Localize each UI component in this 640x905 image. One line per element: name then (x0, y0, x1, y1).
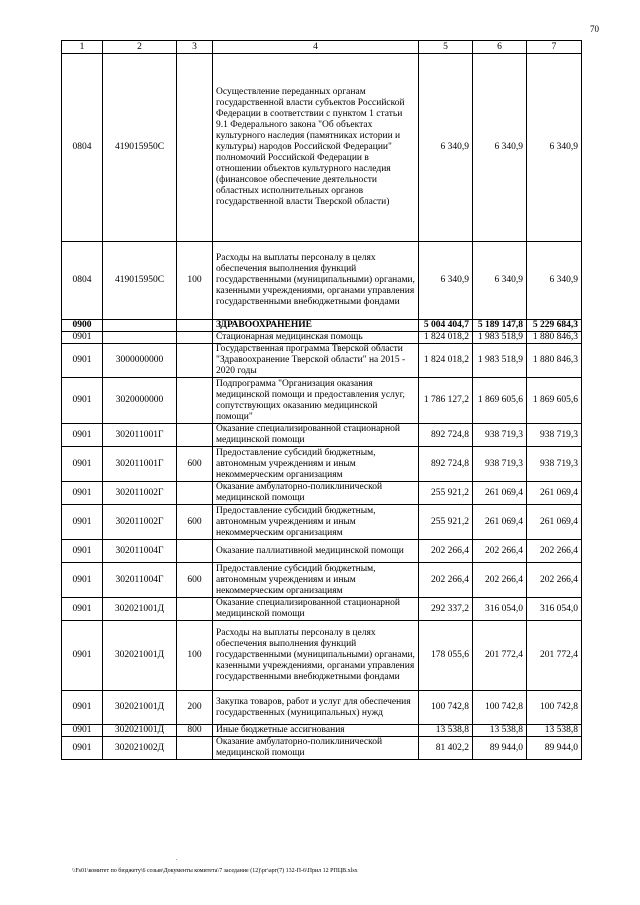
row-code: 0900 (62, 320, 103, 332)
row-amount-2020: 938 719,3 (527, 447, 582, 482)
row-target-article: 302011002Г (103, 482, 177, 505)
row-amount-2020: 1 869 605,6 (527, 378, 582, 424)
row-amount-2020: 316 054,0 (527, 598, 582, 621)
row-code: 0804 (62, 54, 103, 242)
row-code: 0901 (62, 598, 103, 621)
row-amount-2018: 1 786 127,2 (419, 378, 473, 424)
table-row (62, 505, 582, 540)
table-row (62, 725, 582, 737)
row-amount-2019: 13 538,8 (473, 725, 527, 737)
row-amount-2019: 261 069,4 (473, 505, 527, 540)
row-code: 0901 (62, 447, 103, 482)
col-header: 7 (527, 41, 582, 54)
row-code: 0901 (62, 505, 103, 540)
row-code: 0901 (62, 540, 103, 563)
col-header: 1 (62, 41, 103, 54)
table-row (62, 332, 582, 344)
table-row (62, 447, 582, 482)
row-expense-type (177, 332, 213, 344)
row-amount-2018: 6 340,9 (419, 54, 473, 242)
row-code: 0901 (62, 424, 103, 447)
row-target-article: 302011004Г (103, 563, 177, 598)
row-expense-type: 200 (177, 691, 213, 725)
row-amount-2019: 202 266,4 (473, 563, 527, 598)
row-amount-2019: 100 742,8 (473, 691, 527, 725)
row-name: Оказание амбулаторно-поликлинической медицинской помощи (213, 482, 419, 505)
row-code: 0901 (62, 621, 103, 691)
page-number: 70 (590, 24, 599, 34)
row-target-article: 302021001Д (103, 598, 177, 621)
row-name: Оказание специализированной стационарной медицинской помощи (213, 598, 419, 621)
row-amount-2018: 202 266,4 (419, 540, 473, 563)
table-row (62, 482, 582, 505)
table-row (62, 320, 582, 332)
file-path-footer: \\Fs01\комитет по бюджету\6 созыв\Документы комитета\7 заседание (12)\рг\арг(7) 132-П-6\Прил 12 РПЦВ.xlsx (72, 868, 358, 874)
row-amount-2018: 100 742,8 (419, 691, 473, 725)
row-expense-type (177, 344, 213, 378)
row-expense-type: 600 (177, 505, 213, 540)
row-amount-2019: 202 266,4 (473, 540, 527, 563)
row-amount-2018: 892 724,8 (419, 424, 473, 447)
row-name: Государственная программа Тверской области "Здравоохранение Тверской области" на 2015 - 2020 годы (213, 344, 419, 378)
row-amount-2019: 6 340,9 (473, 54, 527, 242)
col-header: 5 (419, 41, 473, 54)
row-target-article: 302011001Г (103, 424, 177, 447)
row-expense-type (177, 737, 213, 760)
row-target-article: 302011004Г (103, 540, 177, 563)
row-code: 0901 (62, 482, 103, 505)
row-name: Предоставление субсидий бюджетным, автономным учреждениям и иным некоммерческим организациям (213, 447, 419, 482)
row-amount-2019: 5 189 147,8 (473, 320, 527, 332)
row-expense-type: 600 (177, 447, 213, 482)
row-code: 0901 (62, 332, 103, 344)
row-code: 0901 (62, 691, 103, 725)
col-header: 4 (213, 41, 419, 54)
table-row (62, 242, 582, 320)
row-amount-2018: 81 402,2 (419, 737, 473, 760)
row-amount-2019: 1 983 518,9 (473, 332, 527, 344)
row-amount-2019: 1 869 605,6 (473, 378, 527, 424)
col-header: 3 (177, 41, 213, 54)
row-name: Расходы на выплаты персоналу в целях обеспечения выполнения функций государственными (муниципальными) органами, казенными учреждениями, органами управления государственными внебюджетными фондами (213, 621, 419, 691)
row-name: Подпрограмма "Организация оказания медицинской помощи и предоставления услуг, сопутствующих оказанию медицинской помощи" (213, 378, 419, 424)
row-amount-2018: 13 538,8 (419, 725, 473, 737)
row-target-article: 302021001Д (103, 691, 177, 725)
row-amount-2019: 261 069,4 (473, 482, 527, 505)
row-name: ЗДРАВООХРАНЕНИЕ (213, 320, 419, 332)
row-amount-2018: 892 724,8 (419, 447, 473, 482)
row-target-article: 419015950С (103, 54, 177, 242)
row-code: 0901 (62, 725, 103, 737)
row-amount-2019: 6 340,9 (473, 242, 527, 320)
row-amount-2020: 1 880 846,3 (527, 332, 582, 344)
table-row (62, 344, 582, 378)
row-target-article: 302021002Д (103, 737, 177, 760)
row-target-article: 419015950С (103, 242, 177, 320)
row-amount-2020: 89 944,0 (527, 737, 582, 760)
row-target-article (103, 320, 177, 332)
row-amount-2019: 1 983 518,9 (473, 344, 527, 378)
row-expense-type (177, 54, 213, 242)
row-amount-2020: 201 772,4 (527, 621, 582, 691)
row-amount-2019: 938 719,3 (473, 447, 527, 482)
row-name: Предоставление субсидий бюджетным, автономным учреждениям и иным некоммерческим организациям (213, 505, 419, 540)
table-row (62, 621, 582, 691)
col-header: 2 (103, 41, 177, 54)
row-name: Оказание амбулаторно-поликлинической медицинской помощи (213, 737, 419, 760)
row-expense-type (177, 598, 213, 621)
row-expense-type: 800 (177, 725, 213, 737)
row-name: Осуществление переданных органам государственной власти субъектов Российской Федерации в соответствии с пунктом 1 статьи 9.1 Федерального закона "Об объектах культурного наследия (памятниках истории и культуры) народов Российской Федерации" полномочий Российской Федерации в отношении объектов культурного наследия (финансовое обеспечение деятельности областных исполнительных органов государственной власти Тверской области) (213, 54, 419, 242)
row-expense-type: 100 (177, 621, 213, 691)
row-amount-2018: 1 824 018,2 (419, 332, 473, 344)
row-code: 0804 (62, 242, 103, 320)
row-target-article: 302021001Д (103, 725, 177, 737)
row-amount-2020: 938 719,3 (527, 424, 582, 447)
row-amount-2019: 938 719,3 (473, 424, 527, 447)
row-amount-2020: 100 742,8 (527, 691, 582, 725)
row-amount-2018: 5 004 404,7 (419, 320, 473, 332)
row-amount-2019: 201 772,4 (473, 621, 527, 691)
column-number-header (62, 41, 582, 54)
row-amount-2020: 6 340,9 (527, 54, 582, 242)
table-row (62, 540, 582, 563)
row-amount-2018: 1 824 018,2 (419, 344, 473, 378)
row-expense-type (177, 540, 213, 563)
row-target-article (103, 332, 177, 344)
row-target-article: 302021001Д (103, 621, 177, 691)
row-target-article: 302011002Г (103, 505, 177, 540)
row-name: Расходы на выплаты персоналу в целях обеспечения выполнения функций государственными (муниципальными) органами, казенными учреждениями, органами управления государственными внебюджетными фондами (213, 242, 419, 320)
row-expense-type: 600 (177, 563, 213, 598)
table-row (62, 563, 582, 598)
table-row (62, 378, 582, 424)
row-amount-2018: 178 055,6 (419, 621, 473, 691)
row-expense-type (177, 424, 213, 447)
row-amount-2020: 1 880 846,3 (527, 344, 582, 378)
row-code: 0901 (62, 344, 103, 378)
row-target-article: 302011001Г (103, 447, 177, 482)
row-code: 0901 (62, 737, 103, 760)
row-amount-2020: 261 069,4 (527, 505, 582, 540)
row-amount-2020: 5 229 684,3 (527, 320, 582, 332)
col-header: 6 (473, 41, 527, 54)
table-row (62, 54, 582, 242)
row-name: Предоставление субсидий бюджетным, автономным учреждениям и иным некоммерческим организациям (213, 563, 419, 598)
row-name: Оказание паллиативной медицинской помощи (213, 540, 419, 563)
row-amount-2019: 89 944,0 (473, 737, 527, 760)
row-amount-2018: 6 340,9 (419, 242, 473, 320)
row-amount-2020: 202 266,4 (527, 563, 582, 598)
row-amount-2018: 255 921,2 (419, 505, 473, 540)
row-code: 0901 (62, 563, 103, 598)
row-expense-type (177, 482, 213, 505)
row-amount-2020: 13 538,8 (527, 725, 582, 737)
row-code: 0901 (62, 378, 103, 424)
footer-mark: . (176, 856, 178, 862)
table-row (62, 598, 582, 621)
row-name: Иные бюджетные ассигнования (213, 725, 419, 737)
row-expense-type (177, 320, 213, 332)
row-expense-type: 100 (177, 242, 213, 320)
table-row (62, 424, 582, 447)
row-expense-type (177, 378, 213, 424)
row-name: Закупка товаров, работ и услуг для обеспечения государственных (муниципальных) нужд (213, 691, 419, 725)
budget-table (61, 40, 582, 760)
row-amount-2018: 255 921,2 (419, 482, 473, 505)
row-amount-2020: 202 266,4 (527, 540, 582, 563)
row-target-article: 3020000000 (103, 378, 177, 424)
table-row (62, 691, 582, 725)
row-amount-2018: 292 337,2 (419, 598, 473, 621)
row-target-article: 3000000000 (103, 344, 177, 378)
row-amount-2018: 202 266,4 (419, 563, 473, 598)
row-name: Оказание специализированной стационарной медицинской помощи (213, 424, 419, 447)
table-row (62, 737, 582, 760)
row-amount-2020: 6 340,9 (527, 242, 582, 320)
row-amount-2019: 316 054,0 (473, 598, 527, 621)
row-name: Стационарная медицинская помощь (213, 332, 419, 344)
row-amount-2020: 261 069,4 (527, 482, 582, 505)
